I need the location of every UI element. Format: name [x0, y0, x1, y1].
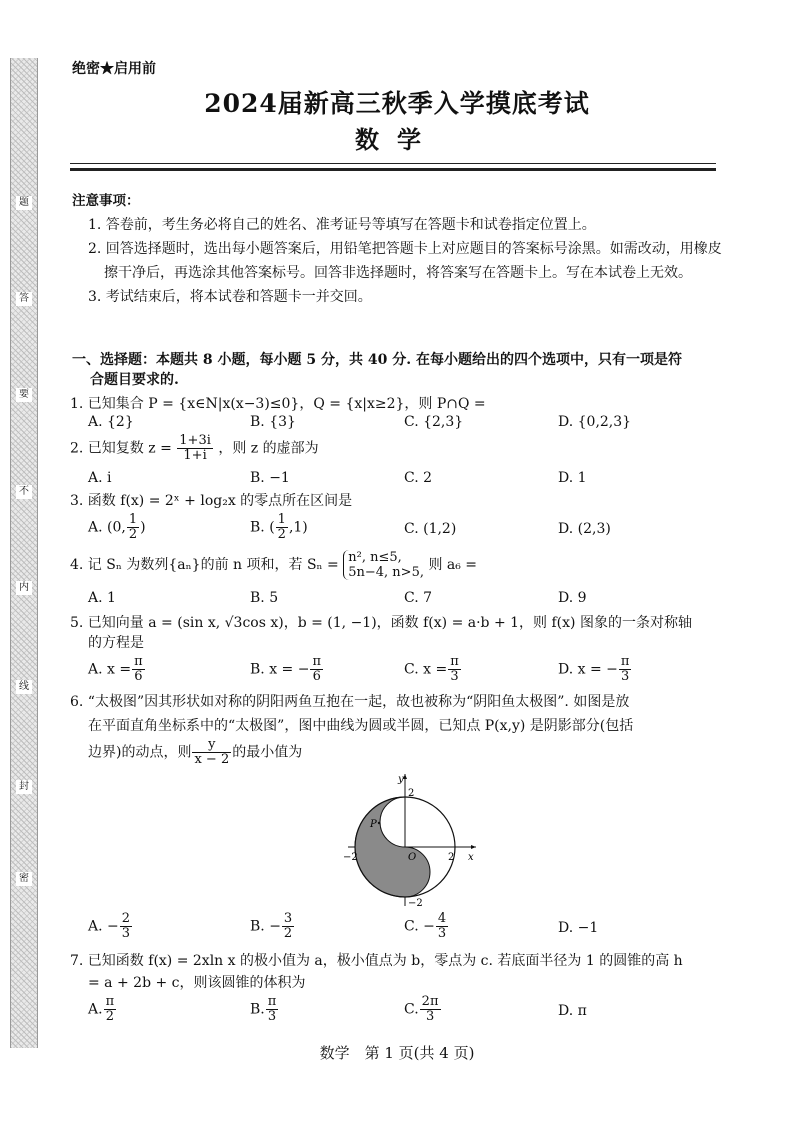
question-3-options [88, 513, 738, 549]
subject-title: 数学 [355, 125, 439, 154]
opt-text: D. x = − [558, 661, 618, 678]
frac-num: π [450, 654, 459, 669]
option-c: C. (1,2) [404, 521, 457, 537]
opt-fraction [120, 912, 132, 941]
frac-num: 2π [421, 994, 439, 1009]
page-footer: 数学 第 1 页(共 4 页) [319, 1044, 475, 1062]
margin-label: 封 [16, 780, 32, 794]
frac-num: 1 [277, 512, 286, 527]
opt-text: ,1) [288, 519, 308, 536]
frac-den: 3 [437, 926, 447, 941]
margin-label: 要 [16, 388, 32, 402]
question-5-stem [70, 613, 740, 653]
margin-label: 内 [16, 581, 32, 595]
option-c [404, 655, 462, 684]
option-d: D. 1 [558, 470, 587, 486]
question-4-stem [70, 550, 740, 580]
margin-label: 答 [16, 292, 32, 306]
opt-fraction [619, 655, 632, 684]
opt-text: C. [404, 1001, 419, 1018]
tick-label: 2 [448, 852, 455, 863]
frac-den: 3 [121, 926, 131, 941]
frac-den: 2 [105, 1009, 114, 1024]
frac-num: 4 [437, 911, 447, 926]
notice-block [72, 189, 722, 309]
opt-fraction [420, 995, 441, 1024]
frac-den: 3 [267, 1009, 277, 1024]
option-c: C. {2,3} [404, 414, 464, 430]
q2-fraction [177, 434, 213, 463]
question-7-stem [70, 950, 740, 994]
point-label: P [370, 819, 377, 830]
opt-text: A. − [88, 918, 119, 935]
opt-fraction [282, 912, 294, 941]
frac-num: π [312, 654, 321, 669]
margin-label: 不 [16, 485, 32, 499]
option-b [250, 655, 324, 684]
point-dot [378, 822, 380, 824]
option-d: D. π [558, 1003, 587, 1019]
q6-line: 6. “太极图”因其形状如对称的阴阳两鱼互抱在一起，故也被称为“阴阳鱼太极图”. 如图是放 [70, 694, 630, 710]
frac-num: 1+3i [179, 433, 211, 448]
option-b [250, 513, 308, 542]
opt-text: A. [88, 1001, 103, 1018]
opt-fraction [266, 995, 279, 1024]
frac-num: π [134, 654, 143, 669]
q5-line: 的方程是 [88, 635, 144, 651]
option-b: B. {3} [250, 414, 296, 430]
option-d: D. (2,3) [558, 521, 611, 537]
option-a: A. 1 [88, 590, 116, 606]
option-b [250, 995, 279, 1024]
option-c: C. 2 [404, 470, 433, 486]
q7-line: 7. 已知函数 f(x) = 2xln x 的极小值为 a，极小值点为 b，零点为 c. 若底面半径为 1 的圆锥的高 h [70, 953, 683, 969]
opt-fraction [448, 655, 461, 684]
opt-text: B. [250, 1001, 265, 1018]
frac-den: 2 [277, 527, 286, 542]
frac-num: 1 [128, 512, 138, 527]
opt-fraction [104, 995, 117, 1024]
q2-stem-a: 2. 已知复数 z = [70, 440, 172, 457]
q6-line: 在平面直角坐标系中的“太极图”，图中曲线为圆或半圆，已知点 P(x,y) 是阴影部分(包括 [88, 718, 634, 734]
opt-fraction [127, 513, 139, 542]
q4-piecewise [343, 550, 424, 580]
option-a: A. i [88, 470, 112, 486]
frac-den: 1+i [183, 448, 207, 463]
frac-den: 6 [312, 669, 321, 684]
option-d: D. 9 [558, 590, 587, 606]
option-b [250, 912, 295, 941]
q6-text: 的最小值为 [232, 744, 303, 761]
option-a [88, 995, 117, 1024]
exam-title: 2024届新高三秋季入学摸底考试 [204, 89, 590, 118]
margin-label: 密 [16, 872, 32, 886]
confidential-mark: 绝密★启用前 [72, 61, 156, 77]
tick-label: −2 [343, 852, 358, 863]
question-1-stem: 1. 已知集合 P = {x∈N|x(x−3)≤0}，Q = {x|x≥2}，则 P∩Q = [70, 396, 486, 412]
option-b: B. 5 [250, 590, 279, 606]
tick-label: −2 [408, 898, 423, 909]
frac-num: y [192, 738, 231, 753]
option-c [404, 995, 442, 1024]
q7-line: = a + 2b + c，则该圆锥的体积为 [88, 975, 306, 991]
opt-text: A. (0, [88, 519, 126, 536]
question-6-options [88, 912, 738, 948]
margin-label: 线 [16, 680, 32, 694]
notice-item: 2. 回答选择题时，选出每小题答案后，用铅笔把答题卡上对应题目的答案标号涂黑。如需改动，用橡皮擦干净后，再选涂其他答案标号。回答非选择题时，将答案写在答题卡上。写在本试卷上无效。 [88, 241, 722, 281]
question-7-options [88, 995, 738, 1031]
section-line: 合题目要求的. [90, 372, 179, 388]
frac-den: 3 [450, 669, 459, 684]
notice-item: 3. 考试结束后，将本试卷和答题卡一并交回。 [88, 289, 372, 305]
option-d: D. −1 [558, 920, 599, 936]
frac-num: 3 [283, 911, 293, 926]
opt-fraction [132, 655, 145, 684]
option-d [558, 655, 632, 684]
option-a [88, 513, 146, 542]
case-line: n², n≤5, [348, 550, 402, 565]
opt-text: B. − [250, 918, 281, 935]
title-rule-thin [70, 163, 716, 164]
frac-num: 2 [121, 911, 131, 926]
q2-stem-b: ，则 z 的虚部为 [218, 440, 319, 457]
q6-fraction [192, 738, 231, 767]
option-a [88, 912, 133, 941]
option-a [88, 655, 146, 684]
frac-den: 2 [283, 926, 293, 941]
frac-den: 6 [134, 669, 143, 684]
frac-num: π [267, 994, 277, 1009]
y-axis-label: y [398, 774, 404, 785]
opt-text: B. x = − [250, 661, 310, 678]
opt-text: C. x = [404, 661, 448, 678]
section-heading [72, 350, 732, 390]
section-line: 一、选择题：本题共 8 小题，每小题 5 分，共 40 分. 在每小题给出的四个选项中，只有一项是符 [72, 352, 682, 368]
question-3-stem: 3. 函数 f(x) = 2ˣ + log₂x 的零点所在区间是 [70, 493, 353, 509]
q6-text: 边界)的动点，则 [88, 744, 192, 761]
question-5-options [88, 655, 738, 691]
x-axis-arrow [471, 845, 476, 849]
question-6-stem [70, 690, 740, 767]
opt-fraction [276, 513, 288, 542]
option-b: B. −1 [250, 470, 290, 486]
case-line: 5n−4, n>5, [348, 565, 424, 580]
notice-title: 注意事项： [72, 193, 140, 209]
opt-fraction [436, 912, 448, 941]
option-d: D. {0,2,3} [558, 414, 632, 430]
title-rule-thick [70, 168, 716, 171]
frac-num: π [105, 994, 115, 1009]
q5-line: 5. 已知向量 a = (sin x, √3cos x)，b = (1, −1)，函数 f(x) = a·b + 1，则 f(x) 图象的一条对称轴 [70, 615, 692, 631]
frac-den: 3 [425, 1009, 435, 1024]
option-a: A. {2} [88, 414, 134, 430]
frac-den: 3 [621, 669, 630, 684]
tick-label: 2 [408, 788, 415, 799]
option-c [404, 912, 449, 941]
x-axis-label: x [468, 852, 474, 863]
taiji-figure [340, 770, 480, 910]
opt-text: A. x = [88, 661, 132, 678]
notice-item: 1. 答卷前，考生务必将自己的姓名、准考证号等填写在答题卡和试卷指定位置上。 [88, 217, 596, 233]
opt-text: C. − [404, 918, 435, 935]
margin-label: 题 [16, 196, 32, 210]
frac-den: 2 [128, 527, 138, 542]
q4-stem-b: 则 a₆ = [428, 557, 478, 573]
q6-line [70, 738, 740, 767]
origin-label: O [408, 852, 417, 863]
option-c: C. 7 [404, 590, 433, 606]
opt-text: ) [140, 519, 146, 536]
question-2-stem [70, 434, 740, 463]
frac-den: x − 2 [194, 752, 230, 767]
opt-text: B. ( [250, 519, 275, 536]
opt-fraction [310, 655, 323, 684]
q4-stem-a: 4. 记 Sₙ 为数列{aₙ}的前 n 项和，若 Sₙ = [70, 557, 339, 573]
frac-num: π [620, 654, 630, 669]
